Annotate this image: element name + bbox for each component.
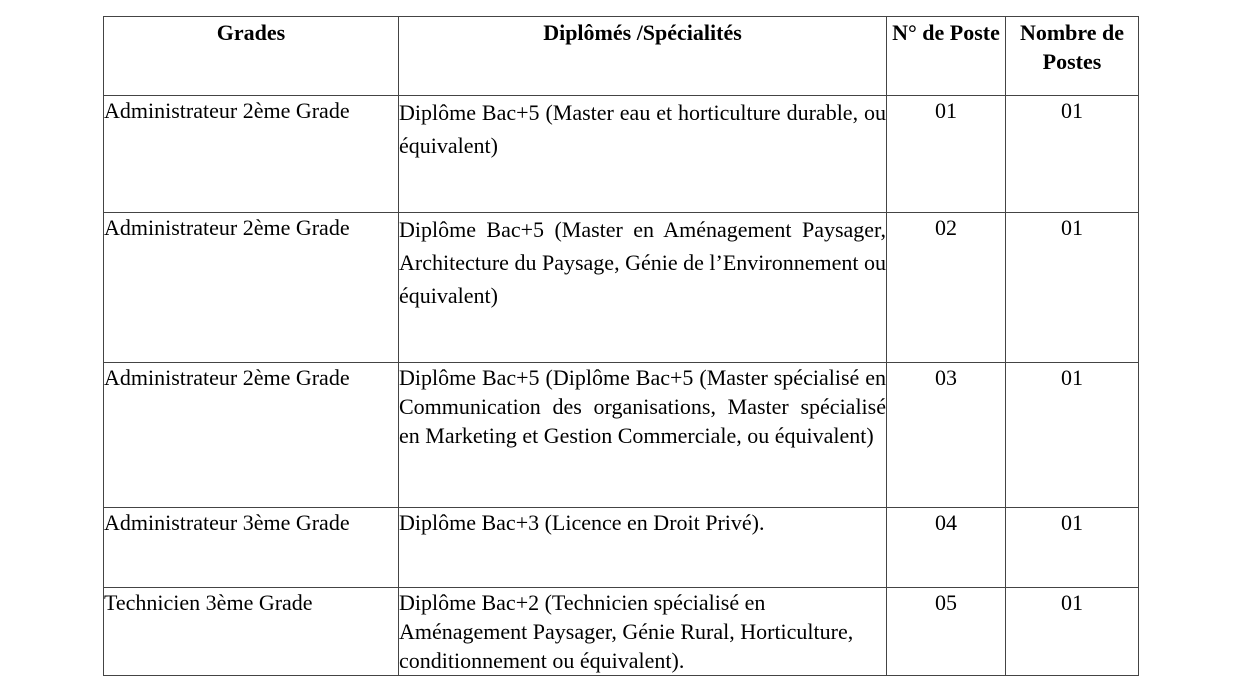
post-count-cell: 01 — [1006, 213, 1139, 363]
header-grades: Grades — [104, 17, 399, 96]
table-row — [104, 96, 1139, 213]
header-post-count: Nombre de Postes — [1006, 17, 1139, 96]
header-row — [104, 17, 1139, 96]
post-count-cell: 01 — [1006, 588, 1139, 676]
post-number-cell: 05 — [887, 588, 1006, 676]
table-row — [104, 588, 1139, 676]
diploma-cell: Diplôme Bac+3 (Licence en Droit Privé). — [399, 508, 887, 588]
diploma-cell: Diplôme Bac+5 (Diplôme Bac+5 (Master spécialisé en Communication des organisations, Master spécialisé en Marketing et Gestion Commerciale, ou équivalent) — [399, 363, 887, 508]
grade-cell: Administrateur 2ème Grade — [104, 213, 399, 363]
header-diplomas: Diplômés /Spécialités — [399, 17, 887, 96]
posts-table — [103, 16, 1139, 676]
table-row — [104, 363, 1139, 508]
diploma-cell: Diplôme Bac+2 (Technicien spécialisé en Aménagement Paysager, Génie Rural, Horticulture, conditionnement ou équivalent). — [399, 588, 887, 676]
post-count-cell: 01 — [1006, 508, 1139, 588]
diploma-cell: Diplôme Bac+5 (Master en Aménagement Paysager, Architecture du Paysage, Génie de l’Environnement ou équivalent) — [399, 213, 887, 363]
grade-cell: Administrateur 2ème Grade — [104, 96, 399, 213]
grade-cell: Administrateur 2ème Grade — [104, 363, 399, 508]
diploma-cell: Diplôme Bac+5 (Master eau et horticulture durable, ou équivalent) — [399, 96, 887, 213]
header-post-number: N° de Poste — [887, 17, 1006, 96]
post-count-cell: 01 — [1006, 96, 1139, 213]
post-number-cell: 01 — [887, 96, 1006, 213]
table-body — [104, 96, 1139, 676]
table-row — [104, 213, 1139, 363]
post-number-cell: 03 — [887, 363, 1006, 508]
grade-cell: Technicien 3ème Grade — [104, 588, 399, 676]
post-number-cell: 02 — [887, 213, 1006, 363]
post-count-cell: 01 — [1006, 363, 1139, 508]
post-number-cell: 04 — [887, 508, 1006, 588]
table-header — [104, 17, 1139, 96]
table-row — [104, 508, 1139, 588]
grade-cell: Administrateur 3ème Grade — [104, 508, 399, 588]
